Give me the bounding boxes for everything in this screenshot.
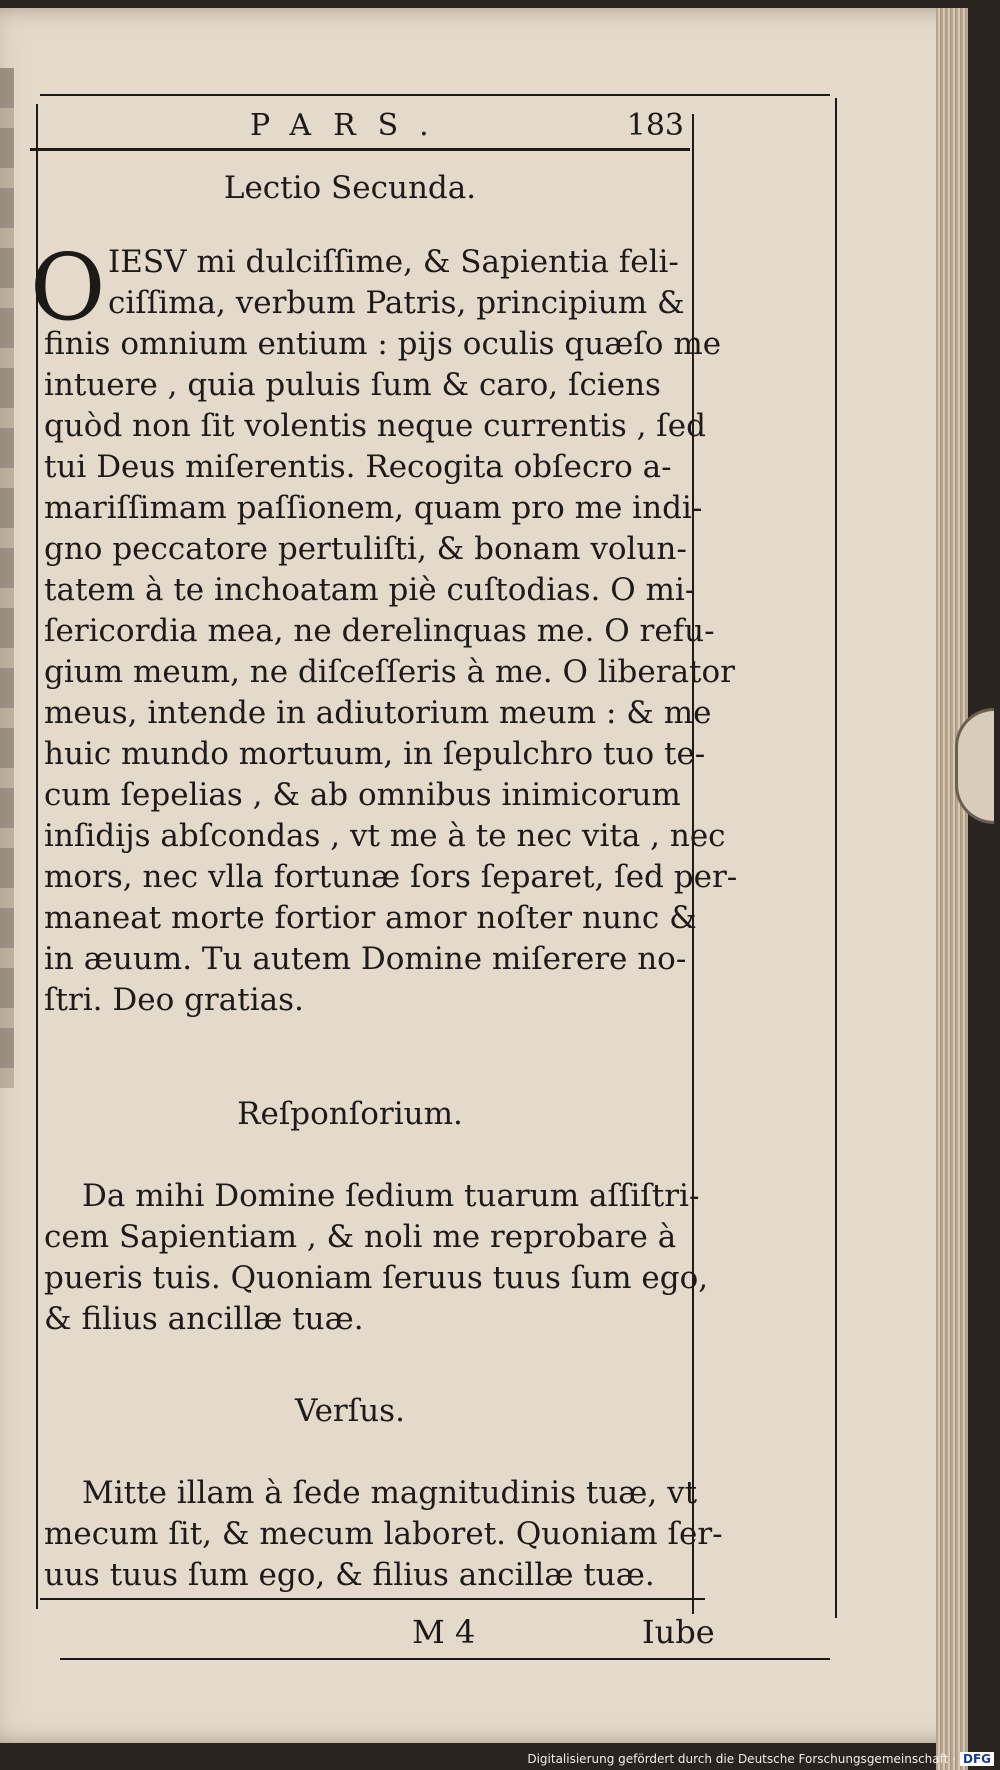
page-edges <box>936 8 968 1770</box>
lectio-line: maneat morte fortior amor noſter nunc & <box>44 900 697 936</box>
lectio-line: finis omnium entium : pijs oculis quæſo me <box>44 326 722 362</box>
lectio-line: IESV mi dulciſſime, & Sapientia feli- <box>108 244 679 280</box>
responsorium-body <box>44 1176 708 1340</box>
versus-line: Mitte illam à ſede magnitudinis tuæ, vt <box>82 1475 698 1511</box>
lectio-line: mors, nec vlla fortunæ ſors ſeparet, ſed per- <box>44 859 738 895</box>
lectio-line: meus, intende in adiutorium meum : & me <box>44 695 712 731</box>
bottom-rule <box>40 1598 705 1600</box>
digitization-credit <box>527 1752 994 1766</box>
lectio-body <box>44 324 737 1021</box>
catchword: Iube <box>642 1613 715 1651</box>
lectio-title: Lectio Secunda. <box>223 170 477 206</box>
page-number: 183 <box>626 108 684 143</box>
footer-rule <box>60 1658 830 1660</box>
lectio-line: cum ſepelias , & ab omnibus inimicorum <box>44 777 681 813</box>
credit-text: Digitalisierung gefördert durch die Deutsche Forschungsgemeinschaft · <box>527 1752 956 1766</box>
outer-frame-line <box>835 98 837 1618</box>
lectio-line: inſidijs abſcondas , vt me à te nec vita , nec <box>44 818 726 854</box>
lectio-line: huic mundo mortuum, in ſepulchro tuo te- <box>44 736 706 772</box>
dfg-logo: DFG <box>960 1752 994 1766</box>
header-rule <box>30 148 690 151</box>
versus-title: Verſus. <box>295 1393 405 1429</box>
responsorium-line: pueris tuis. Quoniam ſeruus tuus ſum ego, <box>44 1260 709 1296</box>
lectio-line: quòd non ſit volentis neque currentis , ſed <box>44 408 706 444</box>
binding-shadow <box>0 68 14 1088</box>
top-rule <box>40 94 830 96</box>
lectio-line: mariſſimam paſſionem, quam pro me indi- <box>44 490 703 526</box>
versus-body <box>44 1473 723 1596</box>
responsorium-title: Reſponſorium. <box>237 1096 463 1132</box>
lectio-line: gno peccatore pertuliſti, & bonam volun- <box>44 531 687 567</box>
signature-mark: M 4 <box>412 1613 476 1651</box>
clasp-tab <box>955 708 994 824</box>
responsorium-line: & filius ancillæ tuæ. <box>44 1301 364 1337</box>
lectio-line: ſericordia mea, ne derelinquas me. O refu- <box>44 613 715 649</box>
responsorium-line: cem Sapientiam , & noli me reprobare à <box>44 1219 677 1255</box>
book-page <box>0 8 968 1743</box>
lectio-first-lines <box>108 242 685 324</box>
lectio-line: tatem à te inchoatam piè cuſtodias. O mi- <box>44 572 696 608</box>
lectio-line: intuere , quia puluis ſum & caro, ſciens <box>44 367 661 403</box>
lectio-line: ſtri. Deo gratias. <box>44 982 304 1018</box>
drop-cap: O <box>30 234 106 341</box>
versus-line: uus tuus ſum ego, & filius ancillæ tuæ. <box>44 1557 655 1593</box>
responsorium-line: Da mihi Domine ſedium tuarum aſſiſtri- <box>82 1178 700 1214</box>
running-title: PARS. <box>250 108 451 143</box>
versus-line: mecum ſit, & mecum laboret. Quoniam ſer- <box>44 1516 723 1552</box>
running-header <box>40 108 690 148</box>
lectio-line: in æuum. Tu autem Domine miſerere no- <box>44 941 687 977</box>
lectio-line: tui Deus miſerentis. Recogita obſecro a- <box>44 449 672 485</box>
lectio-line: ciſſima, verbum Patris, principium & <box>108 285 685 321</box>
lectio-line: gium meum, ne diſceſſeris à me. O liberator <box>44 654 735 690</box>
